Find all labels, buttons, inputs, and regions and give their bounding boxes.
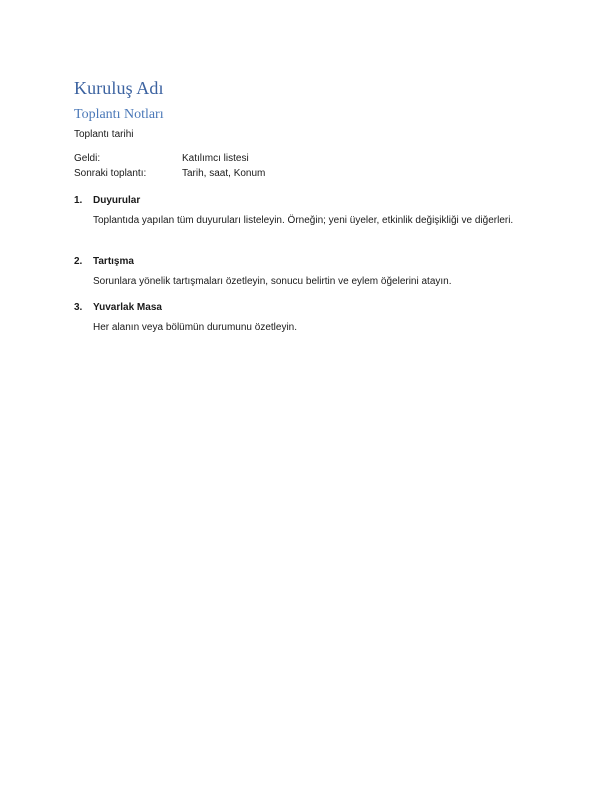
section-announcements — [74, 195, 534, 229]
section-heading — [74, 195, 534, 206]
section-number: 1. — [74, 195, 83, 206]
next-meeting-row — [74, 168, 265, 179]
section-number: 3. — [74, 302, 83, 313]
section-body: Her alanın veya bölümün durumunu özetleyin. — [93, 322, 298, 333]
section-heading-text: Tartışma — [93, 256, 134, 267]
section-heading-text: Yuvarlak Masa — [93, 302, 162, 313]
next-meeting-value: Tarih, saat, Konum — [182, 168, 266, 179]
attended-value: Katılımcı listesi — [182, 153, 249, 164]
attended-label: Geldi: — [74, 153, 101, 164]
organization-name: Kuruluş Adı — [74, 78, 164, 98]
section-heading — [74, 256, 534, 267]
next-meeting-label: Sonraki toplantı: — [74, 168, 147, 179]
section-discussion — [74, 256, 534, 290]
section-body: Sorunlara yönelik tartışmaları özetleyin, sonucu belirtin ve eylem öğelerini atayın. — [93, 276, 452, 287]
section-heading — [74, 302, 534, 313]
section-number: 2. — [74, 256, 83, 267]
meeting-date: Toplantı tarihi — [74, 129, 134, 140]
section-heading-text: Duyurular — [93, 195, 141, 206]
section-roundtable — [74, 302, 534, 336]
attended-row — [74, 153, 249, 164]
document-title: Toplantı Notları — [74, 107, 164, 122]
section-body: Toplantıda yapılan tüm duyuruları listeleyin. Örneğin; yeni üyeler, etkinlik değişikliği ve diğerleri. — [93, 215, 514, 226]
